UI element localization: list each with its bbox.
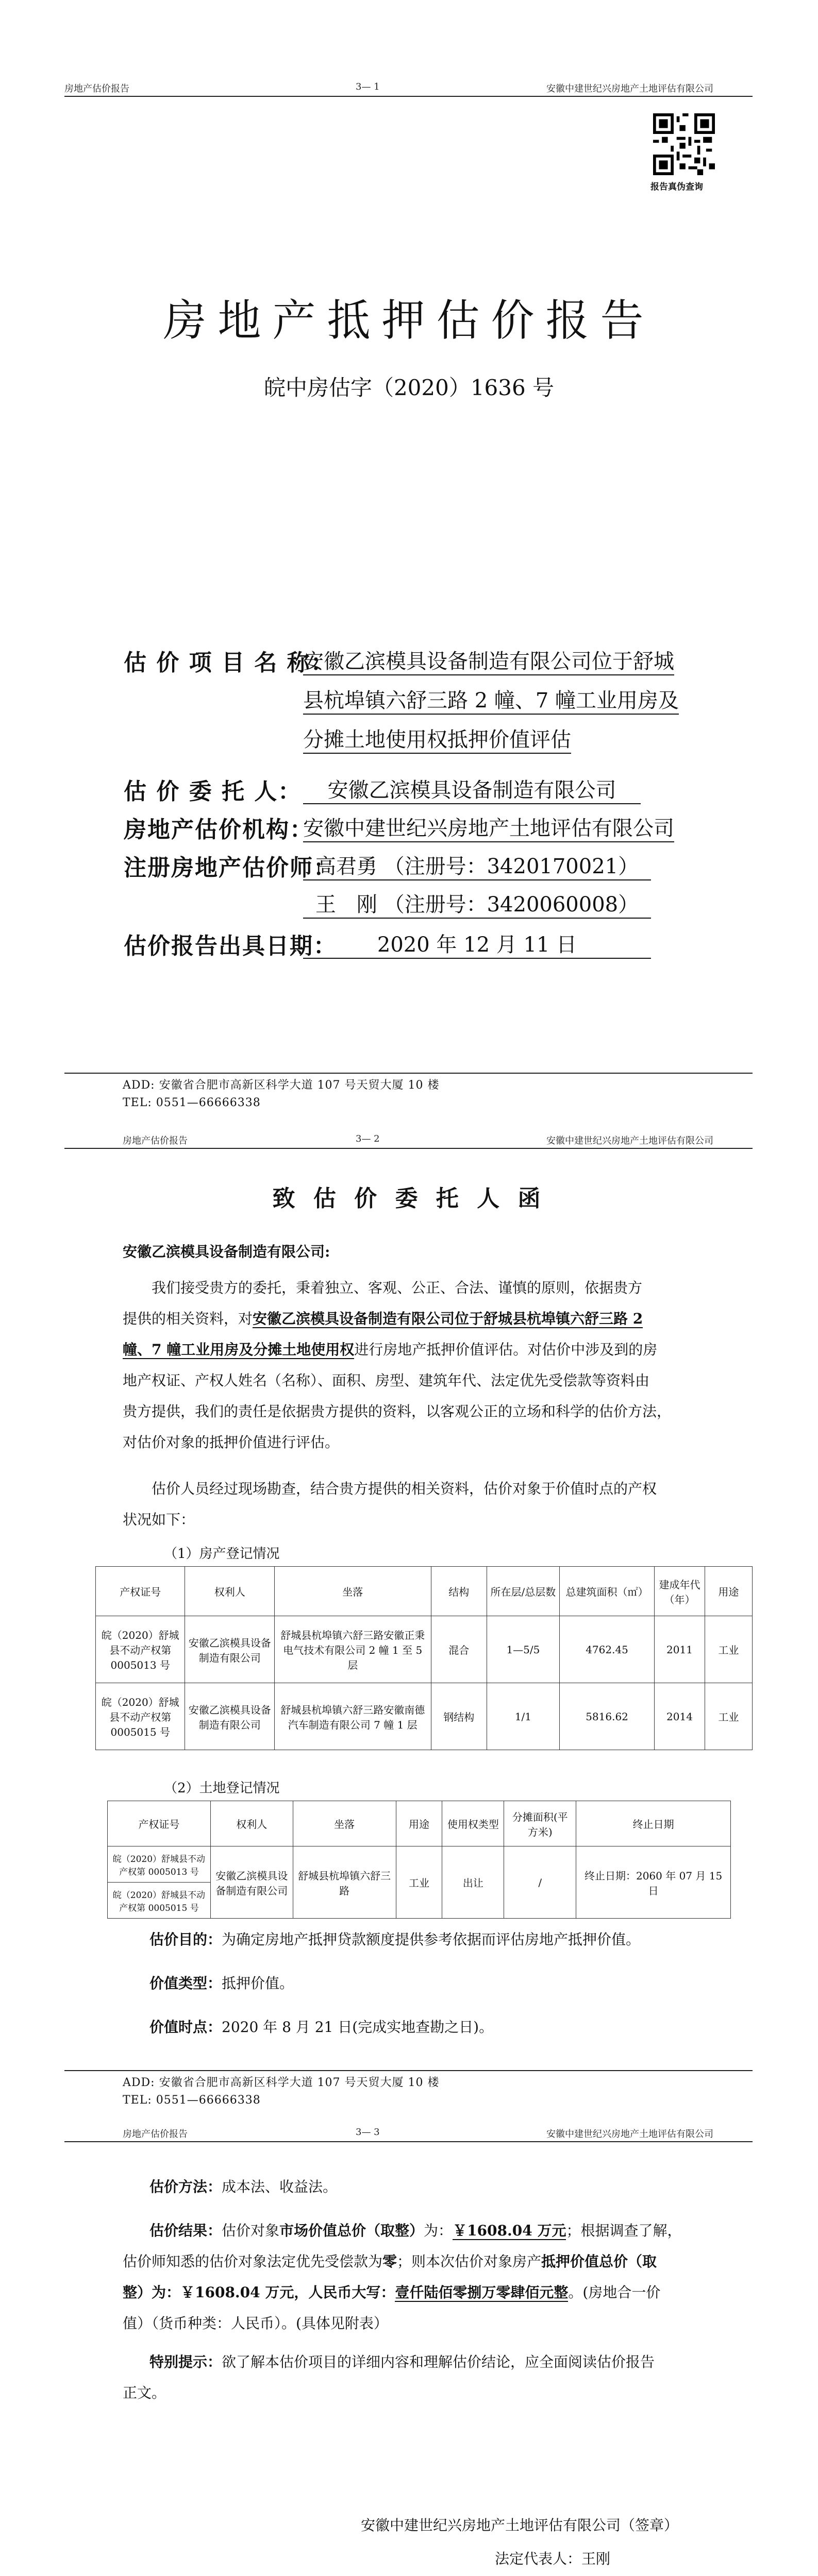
header-rule	[64, 96, 753, 97]
letter-para-2	[123, 1473, 705, 1535]
value-time-line	[149, 2012, 493, 2043]
footer-rule	[64, 2070, 753, 2071]
result-text-a: 估价对象	[222, 2222, 280, 2239]
cell-owner: 安徽乙滨模具设备制造有限公司	[185, 1683, 274, 1750]
cell-use: 工业	[705, 1616, 752, 1683]
result-text-c: ；根据调查了解，	[566, 2222, 682, 2239]
agency-value: 安徽中建世纪兴房地产土地评估有限公司	[303, 812, 674, 842]
para1-line-f: 对估价对象的抵押价值进行评估。	[123, 1434, 340, 1451]
para1-bold-2: 幢、7 幢工业用房及分摊土地使用权	[123, 1341, 355, 1358]
priority-amount: 零	[382, 2253, 397, 2270]
th-year: 建成年代（年）	[655, 1567, 705, 1616]
th-location: 坐落	[274, 1567, 431, 1616]
th-end-date: 终止日期	[576, 1801, 731, 1846]
th-use: 用途	[396, 1801, 442, 1846]
amount-in-words: 壹仟陆佰零捌万零肆佰元整	[395, 2284, 569, 2301]
cell-owner: 安徽乙滨模具设备制造有限公司	[185, 1616, 274, 1683]
result-text-g: 值）（货币种类：人民币）。(具体见附表）	[123, 2315, 388, 2332]
header-left: 房地产估价报告	[123, 2129, 188, 2140]
agency-label: 房地产估价机构：	[124, 817, 313, 843]
result-text-f: 。(房地合一价	[568, 2284, 661, 2301]
land-table	[107, 1801, 731, 1919]
header-rule	[64, 2141, 753, 2142]
doc-number: 皖中房估字（2020）1636 号	[263, 375, 555, 400]
table-header-row	[96, 1567, 753, 1616]
cell-use: 工业	[396, 1846, 442, 1919]
th-structure: 结构	[431, 1567, 487, 1616]
method-line	[149, 2172, 337, 2202]
header-left: 房地产估价报告	[64, 83, 129, 94]
project-label: 估 价 项 目 名 称：	[124, 650, 335, 676]
special-note	[123, 2347, 705, 2409]
header-page-number: 3— 3	[356, 2127, 380, 2138]
header-left: 房地产估价报告	[123, 1136, 188, 1146]
result-text-e: ；则本次估价对象房产	[397, 2253, 542, 2270]
header-right: 安徽中建世纪兴房地产土地评估有限公司	[546, 83, 713, 94]
letter-para-1	[123, 1273, 705, 1458]
cell-cert: 皖（2020）舒城县不动产权第0005013 号	[96, 1616, 185, 1683]
th-owner: 权利人	[185, 1567, 274, 1616]
table-row	[108, 1846, 731, 1883]
th-cert: 产权证号	[108, 1801, 211, 1846]
table2-caption: （2）土地登记情况	[164, 1781, 280, 1796]
project-line-2: 县杭埠镇六舒三路 2 幢、7 幢工业用房及	[303, 684, 679, 715]
cell-right-type: 出让	[442, 1846, 504, 1919]
th-cert: 产权证号	[96, 1567, 185, 1616]
header-right: 安徽中建世纪兴房地产土地评估有限公司	[546, 2129, 713, 2140]
footer-address: ADD: 安徽省合肥市高新区科学大道 107 号天贸大厦 10 楼	[123, 1079, 440, 1092]
value-type-label: 价值类型：	[149, 1975, 222, 1992]
para1-line-e: 贵方提供，我们的责任是依据贵方提供的资料，以客观公正的立场和科学的估价方法，	[123, 1403, 672, 1420]
market-value-label: 市场价值总价（取整）	[279, 2222, 424, 2239]
th-use: 用途	[705, 1567, 752, 1616]
cell-location: 舒城县杭埠镇六舒三路安徽南德汽车制造有限公司 7 幢 1 层	[274, 1683, 431, 1750]
result-label: 估价结果：	[149, 2222, 222, 2239]
client-label: 估 价 委 托 人：	[124, 778, 302, 805]
header-page-number: 3— 2	[356, 1133, 380, 1144]
para2-line-b: 状况如下：	[123, 1511, 195, 1528]
cell-structure: 钢结构	[431, 1683, 487, 1750]
qr-code-icon	[653, 113, 715, 175]
para1-line-b: 提供的相关资料，对	[123, 1310, 253, 1327]
cell-use: 工业	[705, 1683, 752, 1750]
table-row	[96, 1616, 753, 1683]
result-text-b: 为：	[424, 2222, 453, 2239]
cell-area: 4762.45	[559, 1616, 654, 1683]
special-text-a: 欲了解本估价项目的详细内容和理解估价结论，应全面阅读估价报告	[222, 2353, 655, 2370]
header-rule	[64, 1148, 753, 1149]
table1-caption: （1）房产登记情况	[164, 1546, 280, 1562]
cell-cert: 皖（2020）舒城县不动产权第0005015 号	[96, 1683, 185, 1750]
header-page-number: 3— 1	[356, 81, 380, 92]
result-paragraph	[123, 2215, 705, 2339]
sign-representative: 法定代表人：王刚	[495, 2550, 611, 2567]
cell-floor: 1—5/5	[487, 1616, 559, 1683]
appraiser-1: 高君勇 （注册号：3420170021）	[303, 850, 651, 880]
report-date: 2020 年 12 月 11 日	[303, 928, 651, 959]
footer-rule	[64, 1073, 753, 1074]
th-location: 坐落	[293, 1801, 396, 1846]
report-title: 房地产抵押估价报告	[163, 295, 655, 346]
header-right: 安徽中建世纪兴房地产土地评估有限公司	[546, 1136, 713, 1146]
client-value: 安徽乙滨模具设备制造有限公司	[303, 774, 641, 804]
th-owner: 权利人	[210, 1801, 293, 1846]
mortgage-value-amount: 整）为：￥1608.04 万元，人民币大写：	[123, 2284, 395, 2301]
para1-bold-1: 安徽乙滨模具设备制造有限公司位于舒城县杭埠镇六舒三路 2	[253, 1310, 643, 1327]
para1-line-d: 地产权证、产权人姓名（名称）、面积、房型、建筑年代、法定优先受偿款等资料由	[123, 1372, 650, 1389]
cell-floor: 1/1	[487, 1683, 559, 1750]
special-label: 特别提示：	[149, 2353, 222, 2370]
para1-line-a: 我们接受贵方的委托，秉着独立、客观、公正、合法、谨慎的原则，依据贵方	[152, 1279, 643, 1296]
footer-tel: TEL: 0551—66666338	[123, 2094, 261, 2107]
appraiser-label: 注册房地产估价师：	[124, 855, 337, 881]
value-time-label: 价值时点：	[149, 2019, 222, 2036]
purpose-label: 估价目的：	[149, 1931, 222, 1948]
purpose-line	[149, 1924, 640, 1955]
result-text-d: 估价师知悉的估价对象法定优先受偿款为	[123, 2253, 383, 2270]
th-right-type: 使用权类型	[442, 1801, 504, 1846]
table-header-row	[108, 1801, 731, 1846]
date-label: 估价报告出具日期：	[124, 933, 337, 959]
para1-line-c: 进行房地产抵押价值评估。对估价中涉及到的房	[354, 1341, 658, 1358]
value-type-line	[149, 1968, 294, 1999]
mortgage-value-label: 抵押价值总价（取	[541, 2253, 657, 2270]
special-text-b: 正文。	[123, 2384, 166, 2401]
para2-line-a: 估价人员经过现场勘查，结合贵方提供的相关资料，估价对象于价值时点的产权	[152, 1480, 657, 1497]
method-value: 成本法、收益法。	[222, 2178, 338, 2195]
project-line-3: 分摊土地使用权抵押价值评估	[303, 723, 571, 754]
cell-area: /	[504, 1846, 576, 1919]
sign-company: 安徽中建世纪兴房地产土地评估有限公司（签章）	[361, 2517, 679, 2534]
letter-title: 致 估 价 委 托 人 函	[272, 1185, 546, 1212]
method-label: 估价方法：	[149, 2178, 222, 2195]
purpose-value: 为确定房地产抵押贷款额度提供参考依据而评估房地产抵押价值。	[222, 1931, 641, 1948]
property-table	[95, 1566, 753, 1750]
cell-owner: 安徽乙滨模具设备制造有限公司	[210, 1846, 293, 1919]
cell-year: 2011	[655, 1616, 705, 1683]
cell-structure: 混合	[431, 1616, 487, 1683]
salutation: 安徽乙滨模具设备制造有限公司:	[123, 1243, 330, 1260]
cell-end-date: 终止日期：2060 年 07 月 15 日	[576, 1846, 731, 1919]
cell-year: 2014	[655, 1683, 705, 1750]
cell-cert: 皖（2020）舒城县不动产权第 0005013 号	[108, 1846, 211, 1883]
cell-location: 舒城县杭埠镇六舒三路	[293, 1846, 396, 1919]
value-type-value: 抵押价值。	[222, 1975, 294, 1992]
market-value-amount: ￥1608.04 万元	[453, 2222, 566, 2239]
th-floor: 所在层/总层数	[487, 1567, 559, 1616]
footer-tel: TEL: 0551—66666338	[123, 1096, 261, 1109]
project-line-1: 安徽乙滨模具设备制造有限公司位于舒城	[303, 645, 674, 675]
footer-address: ADD: 安徽省合肥市高新区科学大道 107 号天贸大厦 10 楼	[123, 2076, 440, 2089]
cell-area: 5816.62	[559, 1683, 654, 1750]
qr-caption: 报告真伪查询	[650, 182, 703, 192]
appraiser-2: 王 刚 （注册号：3420060008）	[303, 888, 651, 919]
value-time-value: 2020 年 8 月 21 日(完成实地查勘之日)。	[222, 2019, 494, 2036]
table-row	[96, 1683, 753, 1750]
cell-location: 舒城县杭埠镇六舒三路安徽正秉电气技术有限公司 2 幢 1 至 5 层	[274, 1616, 431, 1683]
cell-cert: 皖（2020）舒城县不动产权第 0005015 号	[108, 1883, 211, 1919]
th-area: 分摊面积(平方米)	[504, 1801, 576, 1846]
th-area: 总建筑面积（㎡）	[559, 1567, 654, 1616]
